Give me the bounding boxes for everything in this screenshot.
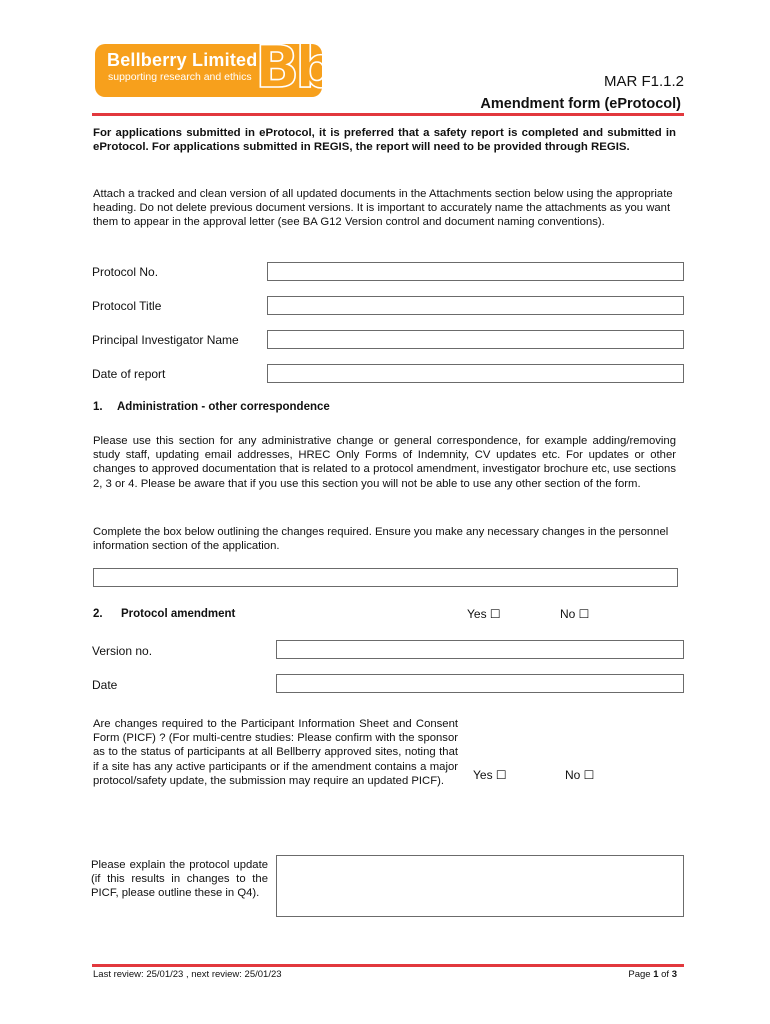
intro-notice: For applications submitted in eProtocol, it is preferred that a safety report is completed and submitted in eProtocol. For applications submitted in REGIS, the report will need to be provided through REGIS.	[93, 127, 676, 154]
form-title: Amendment form (eProtocol)	[480, 96, 681, 112]
page-total: 3	[671, 969, 677, 980]
page-of: of	[661, 969, 670, 980]
logo-name: Bellberry Limited	[107, 50, 258, 70]
date-of-report-label: Date of report	[92, 367, 166, 381]
protocol-amendment-yes-checkbox[interactable]: Yes ☐	[467, 607, 501, 621]
explain-field[interactable]	[276, 855, 684, 917]
protocol-no-field[interactable]	[267, 262, 684, 281]
explain-label: Please explain the protocol update (if this results in changes to the PICF, please outline these in Q4).	[91, 859, 268, 900]
section2-heading: Protocol amendment	[121, 608, 236, 620]
pi-name-label: Principal Investigator Name	[92, 333, 239, 347]
intro-instructions: Attach a tracked and clean version of all updated documents in the Attachments section below using the appropriate heading. Do not delete previous document versions. It is important to accurately name the attachments as you want them to appear in the approval letter (see BA G12 Version control and document naming conventions).	[93, 188, 673, 229]
form-code: MAR F1.1.2	[603, 73, 684, 90]
section2-number: 2.	[93, 608, 103, 620]
protocol-title-label: Protocol Title	[92, 299, 162, 313]
picf-no-checkbox[interactable]: No ☐	[565, 768, 595, 782]
amendment-date-field[interactable]	[276, 674, 684, 693]
picf-question: Are changes required to the Participant Information Sheet and Consent Form (PICF) ? (For multi-centre studies: Please confirm with the sponsor as to the status of participants at all Bellberry approved sites, noting that if a site has any active participants or if the amendment contains a major protocol/safety update, the submission may require an updated PICF).	[93, 718, 458, 787]
bellberry-logo	[95, 33, 333, 101]
page-current: 1	[653, 969, 659, 980]
header-divider	[92, 113, 684, 116]
picf-yes-checkbox[interactable]: Yes ☐	[473, 768, 507, 782]
protocol-no-label: Protocol No.	[92, 265, 159, 279]
section1-box-instruction: Complete the box below outlining the changes required. Ensure you make any necessary changes in the personnel information section of the application.	[93, 526, 669, 553]
section1-heading: Administration - other correspondence	[117, 401, 330, 413]
protocol-amendment-no-checkbox[interactable]: No ☐	[560, 607, 590, 621]
version-no-label: Version no.	[92, 644, 153, 658]
amendment-date-label: Date	[92, 678, 118, 692]
logo-tagline: supporting research and ethics	[108, 71, 252, 83]
page-number	[628, 969, 677, 980]
section1-changes-field[interactable]	[93, 568, 678, 587]
pi-name-field[interactable]	[267, 330, 684, 349]
section1-number: 1.	[93, 401, 103, 413]
section1-description: Please use this section for any administrative change or general correspondence, for example adding/removing study staff, updating email addresses, HREC Only Forms of Indemnity, CV updates etc. For updates or other changes to approved documentation that is related to a protocol amendment, investigator brochure etc, use sections 2, 3 or 4. Please be aware that if you use this section you will not be able to use any other section of the form.	[93, 435, 676, 490]
logo-mark: Bb	[255, 33, 333, 101]
protocol-title-field[interactable]	[267, 296, 684, 315]
review-dates: Last review: 25/01/23 , next review: 25/01/23	[93, 969, 282, 980]
page-prefix: Page	[628, 969, 651, 980]
version-no-field[interactable]	[276, 640, 684, 659]
date-of-report-field[interactable]	[267, 364, 684, 383]
footer-divider	[92, 964, 684, 967]
